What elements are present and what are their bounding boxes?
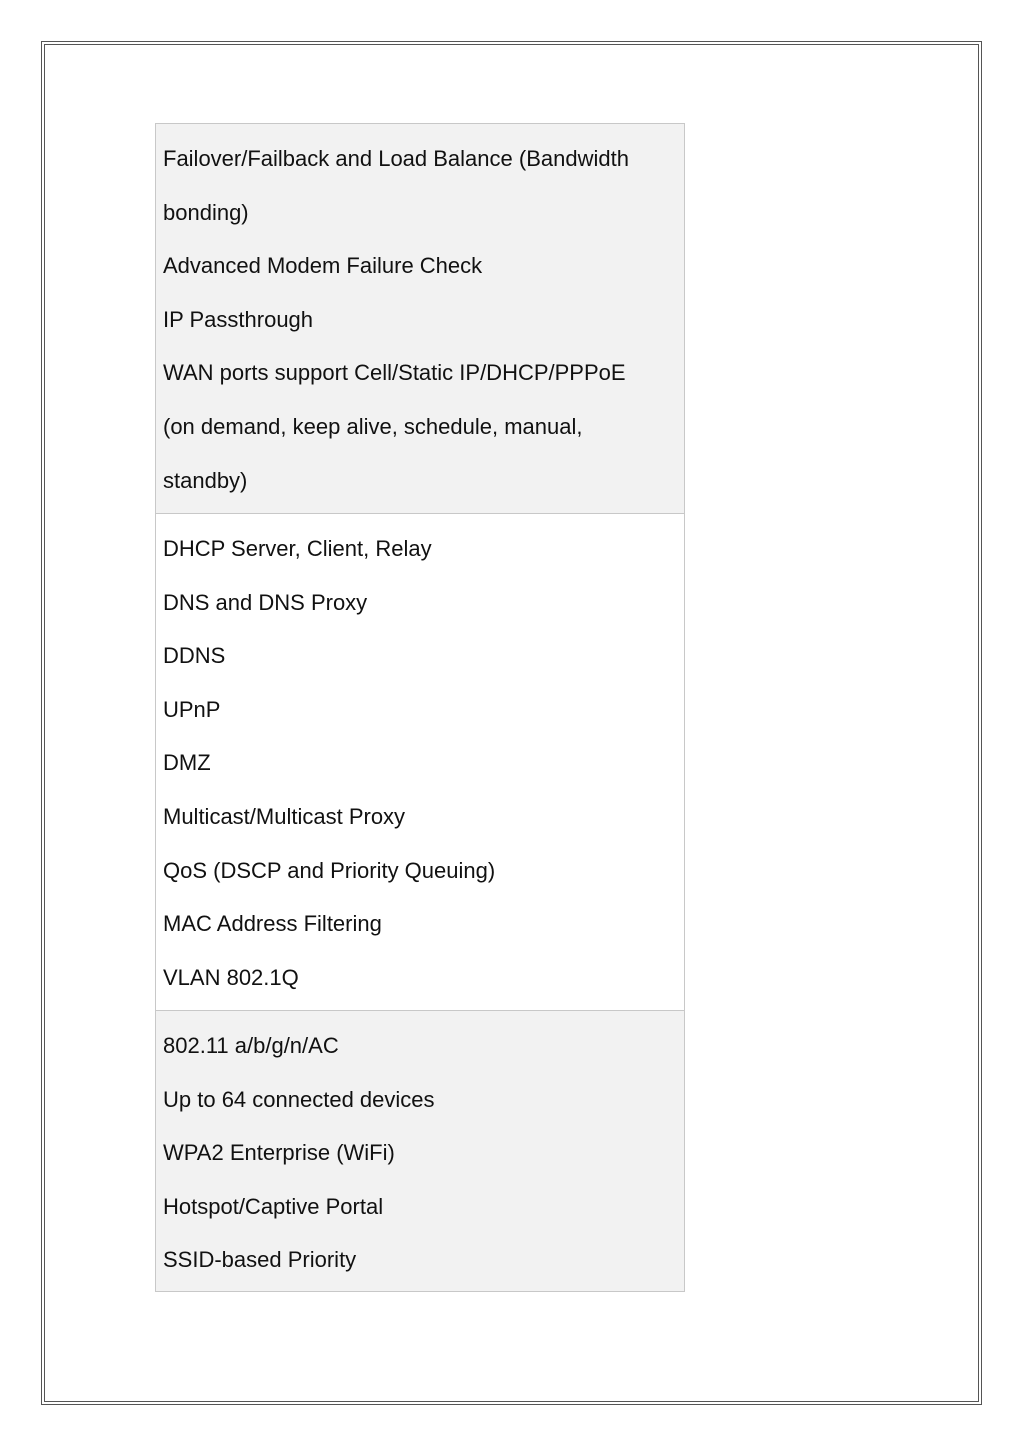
feature-line: DHCP Server, Client, Relay xyxy=(163,536,432,561)
feature-line: DDNS xyxy=(163,643,226,669)
feature-line: standby) xyxy=(163,467,248,493)
feature-line: QoS (DSCP and Priority Queuing) xyxy=(163,857,496,883)
feature-line: DNS and DNS Proxy xyxy=(163,589,368,615)
feature-line: SSID-based Priority xyxy=(163,1247,357,1273)
feature-line: IP Passthrough xyxy=(163,306,314,332)
feature-line: bonding) xyxy=(163,199,249,225)
feature-line: Advanced Modem Failure Check xyxy=(163,253,483,279)
wifi-features-cell xyxy=(156,1011,684,1292)
feature-line: UPnP xyxy=(163,696,221,722)
feature-line: Failover/Failback and Load Balance (Bandwidth xyxy=(163,146,629,171)
feature-line: Up to 64 connected devices xyxy=(163,1086,435,1112)
feature-line: MAC Address Filtering xyxy=(163,911,382,937)
network-features-cell xyxy=(156,514,684,1011)
feature-line: Hotspot/Captive Portal xyxy=(163,1193,384,1219)
feature-line: WPA2 Enterprise (WiFi) xyxy=(163,1140,395,1166)
feature-spec-table xyxy=(155,123,685,1292)
feature-line: (on demand, keep alive, schedule, manual, xyxy=(163,413,583,439)
wan-features-cell xyxy=(156,124,684,514)
feature-line: DMZ xyxy=(163,750,211,776)
feature-line: Multicast/Multicast Proxy xyxy=(163,803,406,829)
feature-line: WAN ports support Cell/Static IP/DHCP/PPPoE xyxy=(163,360,626,386)
feature-line: 802.11 a/b/g/n/AC xyxy=(163,1033,339,1058)
feature-line: VLAN 802.1Q xyxy=(163,964,299,990)
